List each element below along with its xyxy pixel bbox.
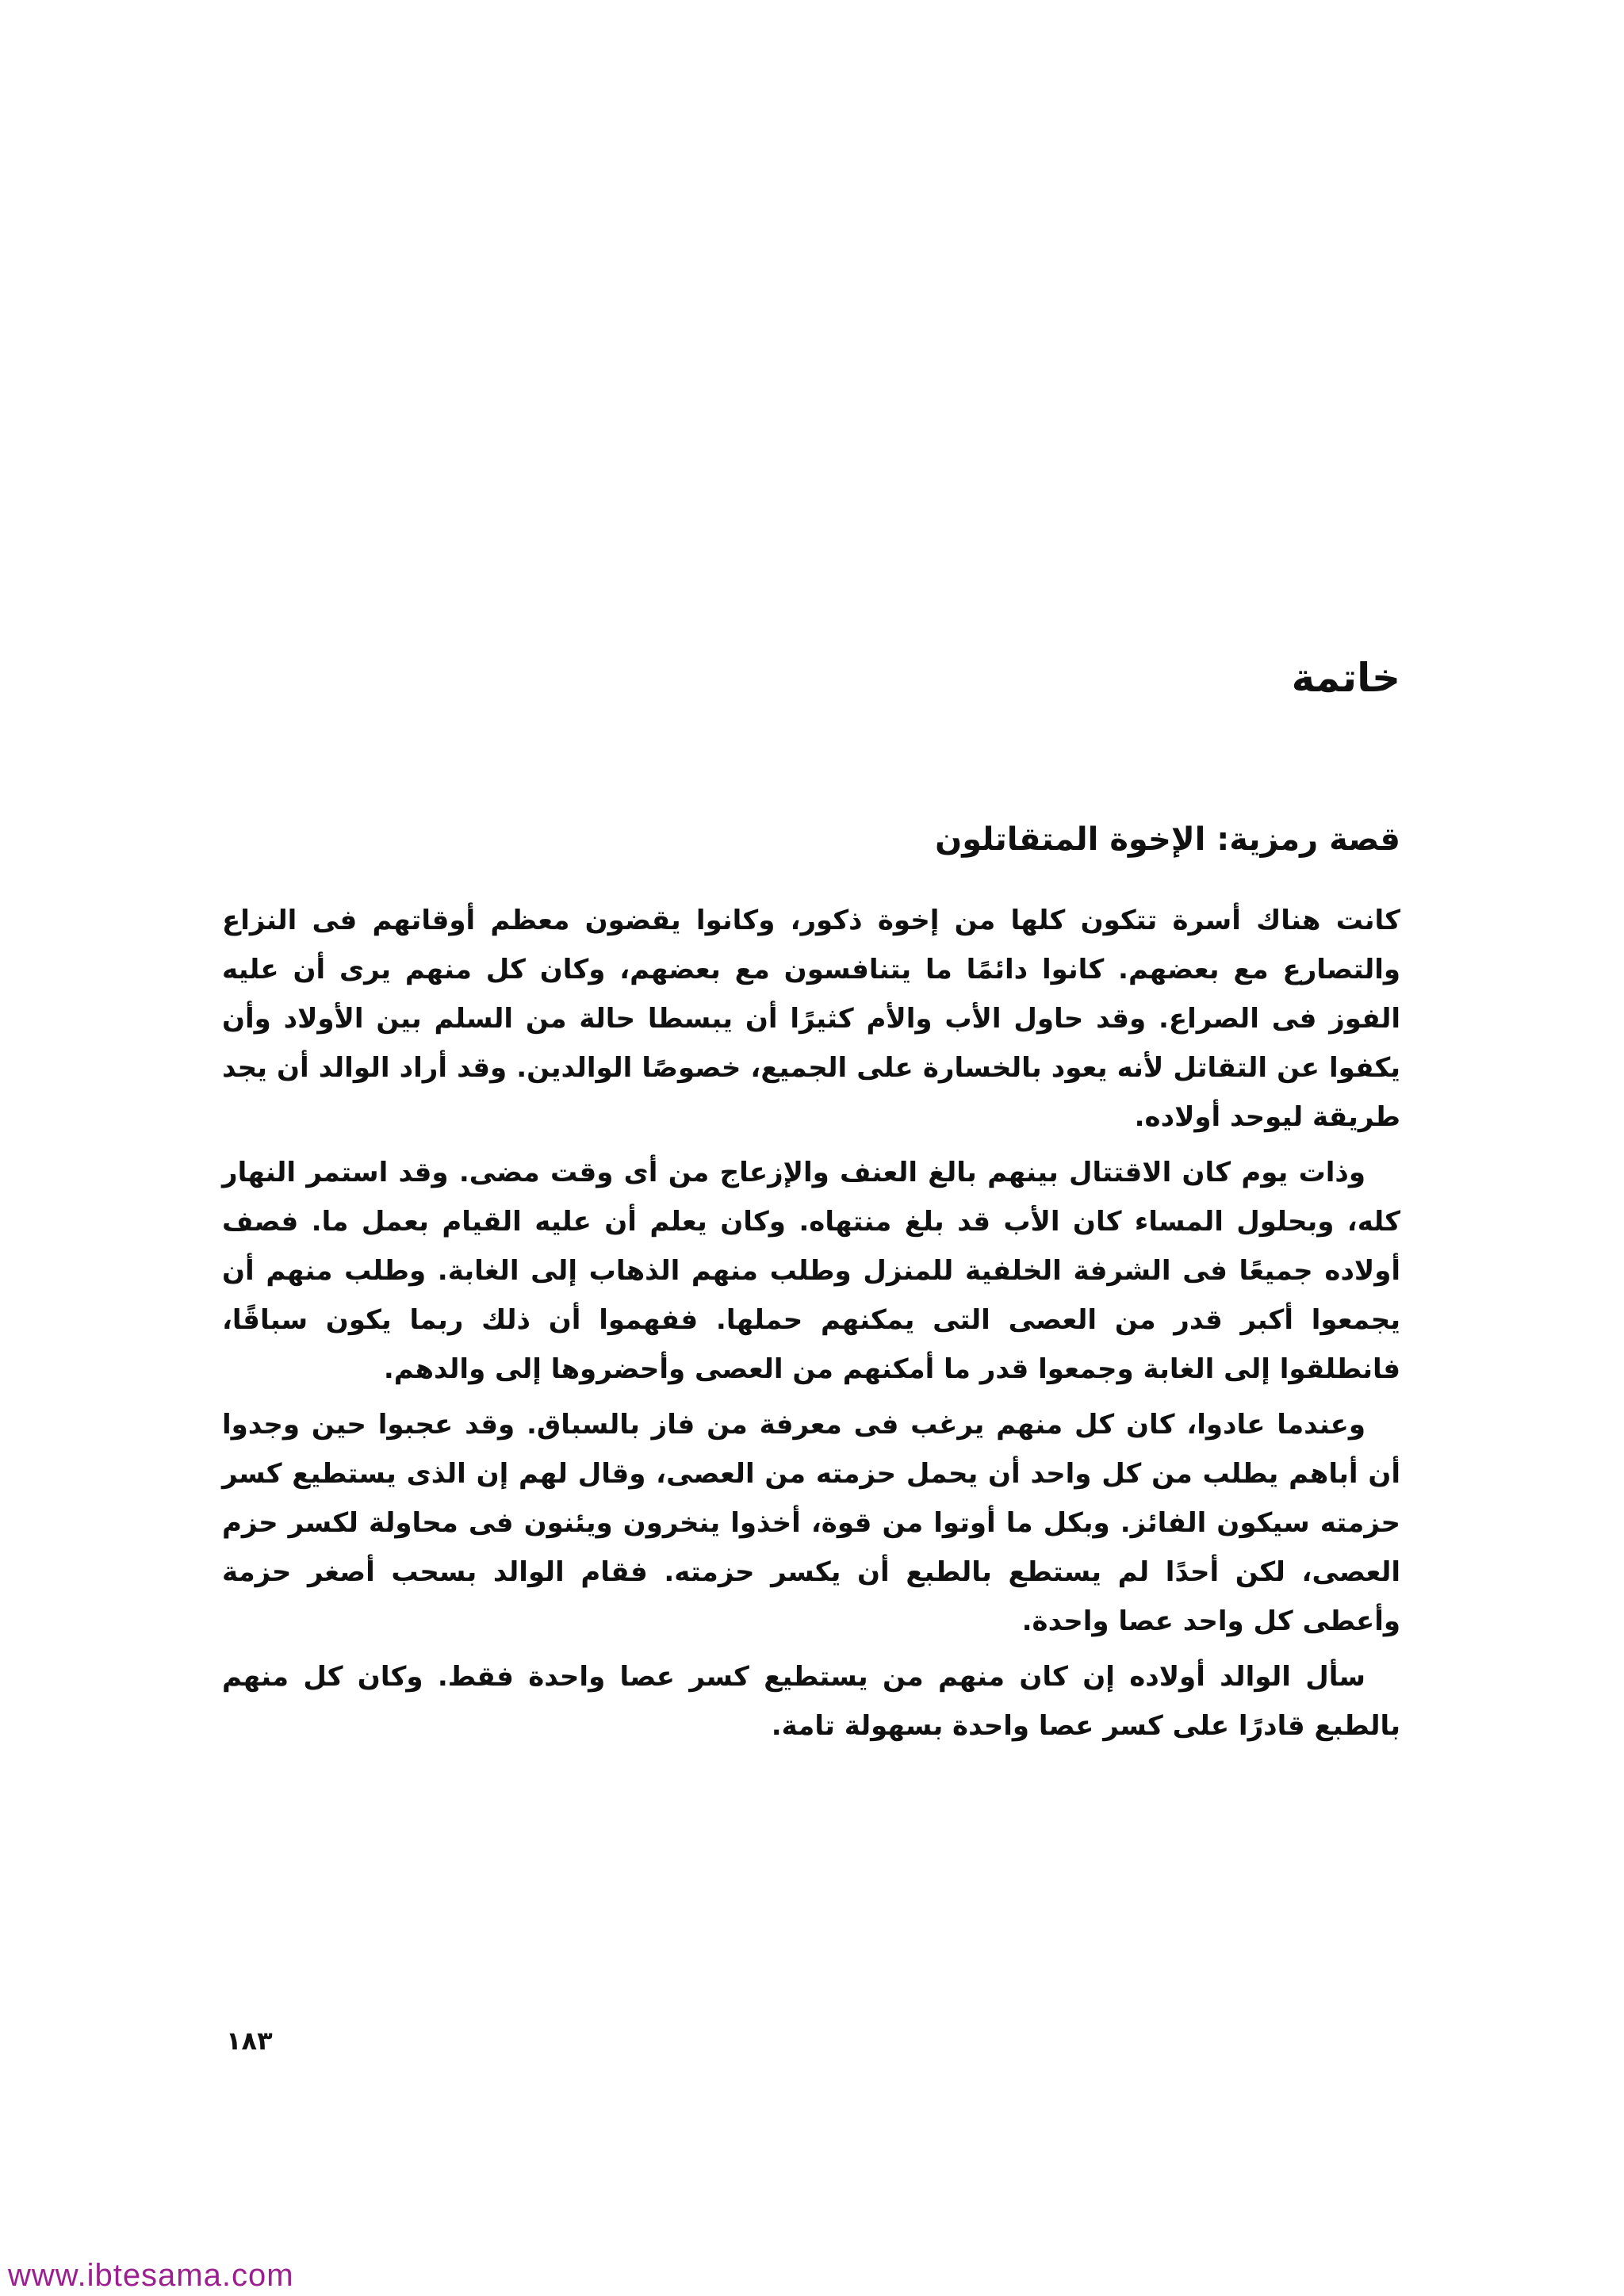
body-text bbox=[222, 896, 1400, 1757]
page-number: ١٨٣ bbox=[226, 2026, 273, 2056]
paragraph-4: سأل الوالد أولاده إن كان منهم من يستطيع كسر عصا واحدة فقط. وكان كل منهم بالطبع قادرًا على كسر عصا واحدة بسهولة تامة. bbox=[222, 1661, 1400, 1742]
paragraph-3: وعندما عادوا، كان كل منهم يرغب فى معرفة من فاز بالسباق. وقد عجبوا حين وجدوا أن أباهم يطلب من كل واحد أن يحمل حزمته من العصى، وقال لهم إن الذى يستطيع كسر حزمته سيكون الفائز. وبكل ما أوتوا من قوة، أخذوا ينخرون ويئنون فى محاولة لكسر حزم العصى، لكن أحدًا لم يستطع بالطبع أن يكسر حزمته. فقام الوالد بسحب أصغر حزمة وأعطى كل واحد عصا واحدة. bbox=[222, 1409, 1400, 1637]
section-title: قصة رمزية: الإخوة المتقاتلون bbox=[935, 821, 1400, 858]
watermark-url: www.ibtesama.com bbox=[8, 2258, 294, 2293]
paragraph-1: كانت هناك أسرة تتكون كلها من إخوة ذكور، وكانوا يقضون معظم أوقاتهم فى النزاع والتصارع مع بعضهم. كانوا دائمًا ما يتنافسون مع بعضهم، وكان كل منهم يرى أن عليه الفوز فى الصراع. وقد حاول الأب والأم كثيرًا أن يبسطا حالة من السلم بين الأولاد وأن يكفوا عن التقاتل لأنه يعود بالخسارة على الجميع، خصوصًا الوالدين. وقد أراد الوالد أن يجد طريقة ليوحد أولاده. bbox=[222, 905, 1400, 1133]
paragraph-2: وذات يوم كان الاقتتال بينهم بالغ العنف والإزعاج من أى وقت مضى. وقد استمر النهار كله، وبحلول المساء كان الأب قد بلغ منتهاه. وكان يعلم أن عليه القيام بعمل ما. فصف أولاده جميعًا فى الشرفة الخلفية للمنزل وطلب منهم الذهاب إلى الغابة. وطلب منهم أن يجمعوا أكبر قدر من العصى التى يمكنهم حملها. ففهموا أن ذلك ربما يكون سباقًا، فانطلقوا إلى الغابة وجمعوا قدر ما أمكنهم من العصى وأحضروها إلى والدهم. bbox=[222, 1157, 1400, 1385]
chapter-title: خاتمة bbox=[1291, 655, 1400, 701]
